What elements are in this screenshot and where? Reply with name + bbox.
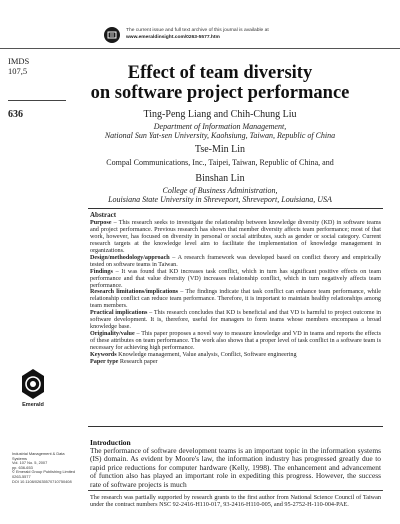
purpose-text: – This research seeks to investigate the relationship between knowledge diversity (KD) in software teams and project performance. Previous research has shown that member diversity affects team performance; most of that work, however, has focused on diversity in personal or social attributes, such as gender or social category. Current research targets at the knowledge level aim to facilitate the implementation of knowledge management in organizations. bbox=[90, 219, 381, 254]
keywords-text: Knowledge management, Value analysis, Conflict, Software engineering bbox=[116, 352, 297, 359]
journal-info bbox=[8, 57, 29, 76]
keywords-label: Keywords bbox=[90, 352, 117, 359]
publication-metadata bbox=[12, 452, 82, 484]
author-name-2: Tse-Min Lin bbox=[194, 144, 246, 155]
intro-text: The performance of software development teams is an important topic in the information systems (IS) domain. As evident by Moore's law, the information industry has progressed greatly due to rapid price reductions for computer hardware (Kelly, 1998). The enhancement and advancement of function also has played an important role in expediting this progress. However, the success rate of software projects is much bbox=[90, 446, 381, 489]
archive-banner bbox=[104, 27, 364, 47]
paper-type-label: Paper type bbox=[90, 359, 119, 366]
abstract-keywords bbox=[90, 352, 381, 359]
journal-volume: 107,5 bbox=[8, 65, 28, 76]
abstract-bottom-divider bbox=[88, 426, 383, 427]
top-divider bbox=[0, 48, 400, 49]
affiliation-3-college: College of Business Administration, bbox=[162, 186, 278, 195]
abstract-purpose bbox=[90, 220, 381, 255]
paper-title bbox=[70, 64, 370, 103]
abstract-practical bbox=[90, 310, 381, 331]
meta-issn: 0263-5577 bbox=[12, 473, 31, 479]
title-line-2: on software project performance bbox=[90, 82, 350, 103]
meta-journal: Industrial Management & Data bbox=[12, 451, 65, 456]
purpose-label: Purpose bbox=[90, 219, 112, 226]
banner-text: The current issue and full text archive of this journal is available at bbox=[126, 28, 269, 33]
abstract-heading: Abstract bbox=[90, 211, 117, 219]
affiliation-3-univ: Louisiana State University in Shreveport, Shreveport, Louisiana, USA bbox=[108, 195, 332, 205]
abstract-paper-type bbox=[90, 359, 381, 366]
emerald-logo-icon bbox=[20, 368, 46, 400]
limitations-label: Research limitations/implications bbox=[90, 289, 179, 296]
banner-url-link[interactable]: www.emeraldinsight.com/0263-5577.htm bbox=[126, 35, 220, 40]
abstract-top-divider bbox=[88, 208, 383, 209]
design-label: Design/methodology/approach bbox=[90, 254, 170, 261]
footnote-divider bbox=[88, 490, 383, 491]
emerald-logo-text: Emerald bbox=[22, 402, 44, 408]
originality-text: – This paper proposes a novel way to measure knowledge and VD in teams and reports the effects of these attributes on team performance. The work also shows that a proper level of task conflict in a software team is necessary for achieving high performance. bbox=[90, 331, 381, 352]
abstract-design bbox=[90, 255, 381, 269]
abstract-originality bbox=[90, 331, 381, 352]
abstract bbox=[90, 212, 381, 366]
practical-text: – This research concludes that KD is beneficial and that VD is harmful to project outcome in software development. It is, therefore, useful for managers to form teams whose members encompass a broad knowledge base. bbox=[90, 310, 381, 331]
practical-label: Practical implications bbox=[90, 310, 148, 317]
emerald-archive-logo-icon bbox=[104, 27, 120, 43]
affiliation-2: Compal Communications, Inc., Taipei, Taiwan, Republic of China, and bbox=[106, 158, 334, 167]
meta-pages: pp. 636-653 bbox=[12, 464, 33, 470]
affiliation-1-univ: National Sun Yat-sen University, Kaohsiung, Taiwan, Republic of China bbox=[104, 131, 336, 141]
abstract-findings bbox=[90, 269, 381, 290]
meta-doi: DOI 10.1108/02635570710750408 bbox=[12, 478, 72, 484]
intro-heading: Introduction bbox=[90, 438, 131, 447]
author-name-3: Binshan Lin bbox=[195, 173, 245, 184]
author-names-1: Ting-Peng Liang and Chih-Chung Liu bbox=[143, 109, 297, 120]
meta-volume: Vol. 107 No. 5, 2007 bbox=[12, 460, 48, 466]
paper-type-text: Research paper bbox=[118, 359, 158, 366]
findings-text: – It was found that KD increases task conflict, which in turn has significant positive effects on team performance and that value diversity (VD) increases relationship conflict, which in turn negatively affects team performance. bbox=[90, 268, 381, 289]
originality-label: Originality/value bbox=[90, 331, 135, 338]
margin-divider bbox=[8, 100, 66, 101]
abstract-limitations bbox=[90, 289, 381, 310]
affiliation-3 bbox=[70, 186, 370, 205]
page-number: 636 bbox=[8, 109, 23, 120]
footnote: The research was partially supported by research grants to the first author from National Science Council of Taiwan under the contract numbers NSC 92-2416-H110-017, 93-2416-H110-005, and 95-2752-H-110-004-PAE. bbox=[90, 494, 381, 509]
meta-copyright: © Emerald Group Publishing Limited bbox=[12, 469, 75, 475]
affiliation-1-dept: Department of Information Management, bbox=[153, 122, 287, 131]
design-text: – A research framework was developed based on conflict theory and empirically tested on software teams in Taiwan. bbox=[90, 254, 381, 268]
findings-label: Findings bbox=[90, 268, 113, 275]
journal-abbreviation: IMDS bbox=[8, 56, 30, 66]
affiliation-1 bbox=[70, 122, 370, 141]
meta-journal-cont: Systems bbox=[12, 455, 27, 461]
limitations-text: – The findings indicate that task conflict can enhance team performance, while relationship conflict can reduce team performance. Therefore, it is important to maintain healthy relationships among team members. bbox=[90, 289, 381, 310]
title-line-1: Effect of team diversity bbox=[127, 63, 313, 83]
